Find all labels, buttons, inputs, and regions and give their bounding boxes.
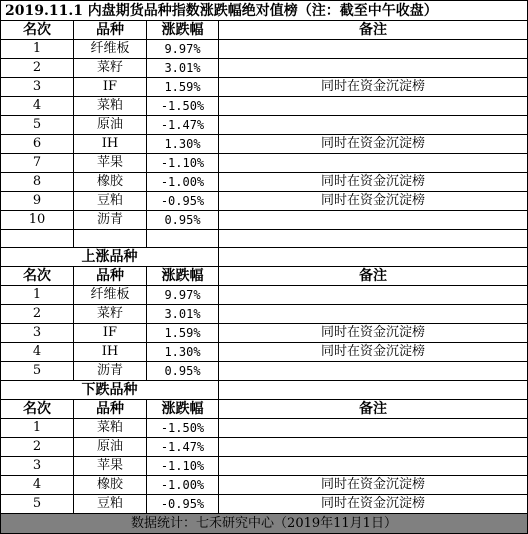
- header-rank: 名次: [1, 21, 74, 40]
- spacer-cell: [147, 230, 219, 248]
- name-cell: 原油: [74, 438, 147, 457]
- note-cell: [219, 97, 528, 116]
- name-cell: 菜粕: [74, 419, 147, 438]
- note-cell: [219, 154, 528, 173]
- rank-cell: 8: [1, 173, 74, 192]
- header-rank: 名次: [1, 400, 74, 419]
- table-row: [1, 457, 528, 476]
- note-cell: 同时在资金沉淀榜: [219, 192, 528, 211]
- change-cell: -1.47%: [147, 116, 219, 135]
- table-row: [1, 438, 528, 457]
- rank-cell: 10: [1, 211, 74, 230]
- table-row: [1, 135, 528, 154]
- rank-cell: 2: [1, 305, 74, 324]
- change-cell: 9.97%: [147, 286, 219, 305]
- change-cell: -1.47%: [147, 438, 219, 457]
- change-cell: -1.10%: [147, 154, 219, 173]
- name-cell: IH: [74, 135, 147, 154]
- name-cell: 菜籽: [74, 59, 147, 78]
- note-cell: 同时在资金沉淀榜: [219, 78, 528, 97]
- rank-cell: 1: [1, 419, 74, 438]
- rank-cell: 2: [1, 438, 74, 457]
- header-change: 涨跌幅: [147, 400, 219, 419]
- rank-cell: 9: [1, 192, 74, 211]
- note-cell: [219, 40, 528, 59]
- table-row: [1, 173, 528, 192]
- spacer-row: [1, 230, 528, 248]
- header-name: 品种: [74, 267, 147, 286]
- rank-cell: 3: [1, 78, 74, 97]
- name-cell: 橡胶: [74, 476, 147, 495]
- name-cell: 苹果: [74, 457, 147, 476]
- change-cell: 1.30%: [147, 343, 219, 362]
- name-cell: 沥青: [74, 211, 147, 230]
- change-cell: -1.50%: [147, 419, 219, 438]
- rank-cell: 2: [1, 59, 74, 78]
- note-cell: 同时在资金沉淀榜: [219, 495, 528, 514]
- rank-cell: 7: [1, 154, 74, 173]
- table-row: [1, 59, 528, 78]
- name-cell: IH: [74, 343, 147, 362]
- note-cell: [219, 438, 528, 457]
- footer-row: [1, 514, 528, 534]
- change-cell: 1.59%: [147, 324, 219, 343]
- change-cell: 3.01%: [147, 59, 219, 78]
- table-title: 2019.11.1 内盘期货品种指数涨跌幅绝对值榜（注：截至中午收盘）: [1, 1, 528, 21]
- header-change: 涨跌幅: [147, 267, 219, 286]
- rank-cell: 5: [1, 362, 74, 381]
- change-cell: 9.97%: [147, 40, 219, 59]
- note-cell: 同时在资金沉淀榜: [219, 173, 528, 192]
- header-change: 涨跌幅: [147, 21, 219, 40]
- name-cell: IF: [74, 324, 147, 343]
- table-row: [1, 40, 528, 59]
- change-cell: -0.95%: [147, 495, 219, 514]
- name-cell: 菜粕: [74, 97, 147, 116]
- rank-cell: 3: [1, 457, 74, 476]
- change-cell: 1.59%: [147, 78, 219, 97]
- note-cell: [219, 457, 528, 476]
- table-row: [1, 305, 528, 324]
- name-cell: 橡胶: [74, 173, 147, 192]
- table-row: [1, 324, 528, 343]
- name-cell: 纤维板: [74, 286, 147, 305]
- header-name: 品种: [74, 21, 147, 40]
- name-cell: 菜籽: [74, 305, 147, 324]
- note-cell: [219, 59, 528, 78]
- fall-section-title: 下跌品种: [1, 381, 219, 400]
- fall-section-row: [1, 381, 528, 400]
- rise-header-row: [1, 267, 528, 286]
- rank-cell: 4: [1, 476, 74, 495]
- change-cell: 1.30%: [147, 135, 219, 154]
- change-cell: -1.00%: [147, 173, 219, 192]
- name-cell: 豆粕: [74, 192, 147, 211]
- table-row: [1, 476, 528, 495]
- header-rank: 名次: [1, 267, 74, 286]
- rank-cell: 4: [1, 97, 74, 116]
- rank-cell: 6: [1, 135, 74, 154]
- name-cell: 豆粕: [74, 495, 147, 514]
- change-cell: -1.50%: [147, 97, 219, 116]
- rank-cell: 3: [1, 324, 74, 343]
- note-cell: [219, 419, 528, 438]
- rank-cell: 1: [1, 40, 74, 59]
- table-row: [1, 78, 528, 97]
- data-source-footer: 数据统计：七禾研究中心（2019年11月1日）: [1, 514, 528, 534]
- table-row: [1, 286, 528, 305]
- note-cell: 同时在资金沉淀榜: [219, 343, 528, 362]
- fall-header-row: [1, 400, 528, 419]
- change-cell: 0.95%: [147, 211, 219, 230]
- spacer-cell: [1, 230, 74, 248]
- note-cell: 同时在资金沉淀榜: [219, 476, 528, 495]
- change-cell: 3.01%: [147, 305, 219, 324]
- change-cell: 0.95%: [147, 362, 219, 381]
- table-row: [1, 362, 528, 381]
- spacer-cell: [219, 230, 528, 248]
- header-note: 备注: [219, 267, 528, 286]
- header-note: 备注: [219, 400, 528, 419]
- note-cell: [219, 305, 528, 324]
- section-empty-cell: [219, 248, 528, 267]
- rank-cell: 5: [1, 116, 74, 135]
- rise-section-row: [1, 248, 528, 267]
- name-cell: 苹果: [74, 154, 147, 173]
- note-cell: [219, 211, 528, 230]
- name-cell: 纤维板: [74, 40, 147, 59]
- table-row: [1, 116, 528, 135]
- title-row: [1, 1, 528, 21]
- table-row: [1, 192, 528, 211]
- spacer-cell: [74, 230, 147, 248]
- header-note: 备注: [219, 21, 528, 40]
- table-row: [1, 154, 528, 173]
- rank-cell: 1: [1, 286, 74, 305]
- table-row: [1, 97, 528, 116]
- note-cell: [219, 362, 528, 381]
- header-name: 品种: [74, 400, 147, 419]
- note-cell: [219, 286, 528, 305]
- change-cell: -1.10%: [147, 457, 219, 476]
- rank-cell: 5: [1, 495, 74, 514]
- table-row: [1, 211, 528, 230]
- rise-section-title: 上涨品种: [1, 248, 219, 267]
- name-cell: 原油: [74, 116, 147, 135]
- table-row: [1, 419, 528, 438]
- change-cell: -1.00%: [147, 476, 219, 495]
- note-cell: [219, 116, 528, 135]
- section-empty-cell: [219, 381, 528, 400]
- note-cell: 同时在资金沉淀榜: [219, 135, 528, 154]
- table-row: [1, 495, 528, 514]
- rank-cell: 4: [1, 343, 74, 362]
- table-row: [1, 343, 528, 362]
- header-row: [1, 21, 528, 40]
- name-cell: IF: [74, 78, 147, 97]
- note-cell: 同时在资金沉淀榜: [219, 324, 528, 343]
- change-cell: -0.95%: [147, 192, 219, 211]
- name-cell: 沥青: [74, 362, 147, 381]
